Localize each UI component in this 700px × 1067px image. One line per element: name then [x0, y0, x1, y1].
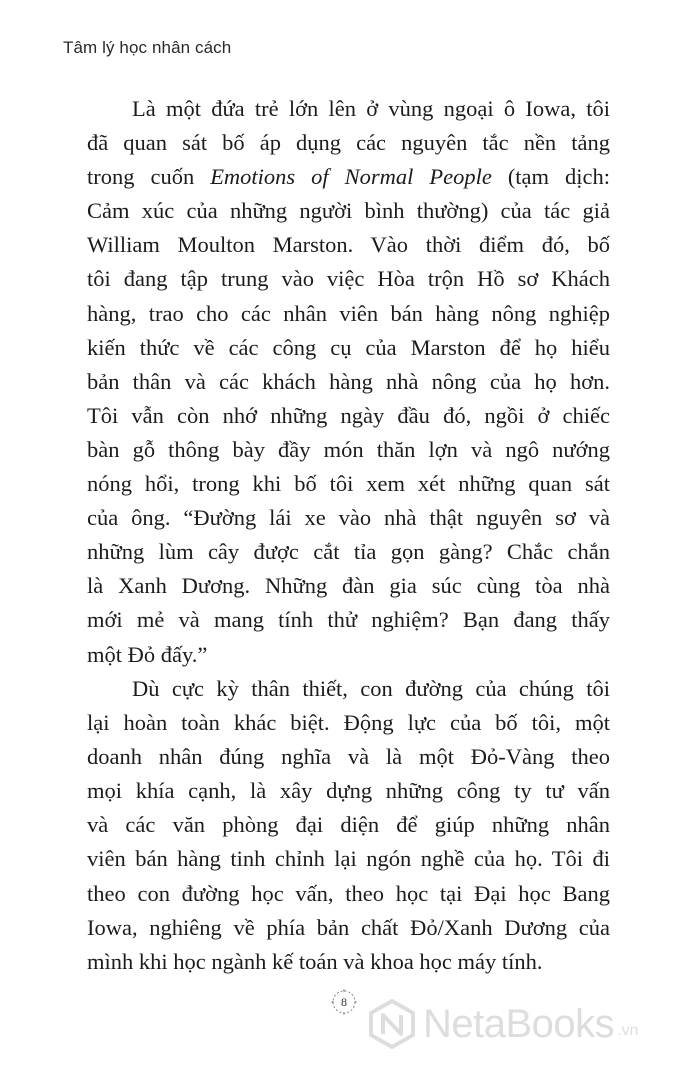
- text-line: Dù cực kỳ thân thiết, con đường của chúng tôi: [132, 676, 610, 701]
- text-line: Cảm xúc của những người bình thường) của tác giả: [87, 198, 610, 224]
- text-line: nóng hổi, trong khi bố tôi xem xét những quan sát: [87, 471, 610, 497]
- page-number: 8: [341, 994, 347, 1009]
- text-line: kiến thức về các công cụ của Marston để họ hiểu: [87, 334, 610, 360]
- watermark-text: NetaBooks: [423, 1001, 615, 1046]
- text-line: bàn gỗ thông bày đầy món thăn lợn và ngô nướng: [87, 436, 610, 462]
- text-line: một Đỏ đấy.”: [87, 641, 208, 667]
- text-line: viên bán hàng tinh chỉnh lại ngón nghề của họ. Tôi đi: [87, 846, 610, 872]
- watermark: [367, 996, 639, 1052]
- text-segment: trong cuốn: [87, 164, 211, 190]
- text-line: William Moulton Marston. Vào thời điểm đó, bố: [87, 232, 610, 258]
- text-line: tôi đang tập trung vào việc Hòa trộn Hồ sơ Khách: [87, 266, 610, 292]
- text-line: mình khi học ngành kế toán và khoa học máy tính.: [87, 948, 543, 974]
- text-line: hàng, trao cho các nhân viên bán hàng nông nghiệp: [87, 300, 610, 326]
- watermark-suffix: .vn: [617, 1022, 639, 1039]
- text-line: Tôi vẫn còn nhớ những ngày đầu đó, ngồi ở chiếc: [87, 402, 610, 428]
- text-segment: (tạm dịch:: [491, 164, 611, 190]
- text-line: doanh nhân đúng nghĩa và là một Đỏ-Vàng theo: [87, 744, 610, 770]
- text-line: mọi khía cạnh, là xây dựng những công ty tư vấn: [87, 778, 610, 804]
- text-line: đã quan sát bố áp dụng các nguyên tắc nền tảng: [87, 130, 610, 156]
- text-line: là Xanh Dương. Những đàn gia súc cùng tòa nhà: [87, 573, 610, 599]
- text-line: theo con đường học vấn, theo học tại Đại học Bang: [87, 880, 610, 906]
- text-line: [87, 160, 610, 194]
- text-line: Là một đứa trẻ lớn lên ở vùng ngoại ô Iowa, tôi: [132, 96, 610, 121]
- paragraph-1: [87, 92, 610, 672]
- text-line: và các văn phòng đại diện để giúp những nhân: [87, 812, 610, 838]
- book-title-italic: Emotions of Normal People: [210, 164, 492, 190]
- text-line: của ông. “Đường lái xe vào nhà thật nguyên sơ và: [87, 505, 610, 531]
- page-number-badge: [331, 989, 357, 1015]
- paragraph-2: [87, 672, 610, 979]
- text-line: bản thân và các khách hàng nhà nông của họ hơn.: [87, 368, 610, 394]
- netabooks-logo-icon: [367, 999, 417, 1049]
- text-line: Iowa, nghiêng về phía bản chất Đỏ/Xanh Dương của: [87, 914, 610, 940]
- running-header: Tâm lý học nhân cách: [63, 38, 232, 57]
- text-line: lại hoàn toàn khác biệt. Động lực của bố tôi, một: [87, 710, 610, 736]
- text-line: những lùm cây được cắt tỉa gọn gàng? Chắc chắn: [87, 539, 610, 565]
- text-line: mới mẻ và mang tính thử nghiệm? Bạn đang thấy: [87, 607, 610, 633]
